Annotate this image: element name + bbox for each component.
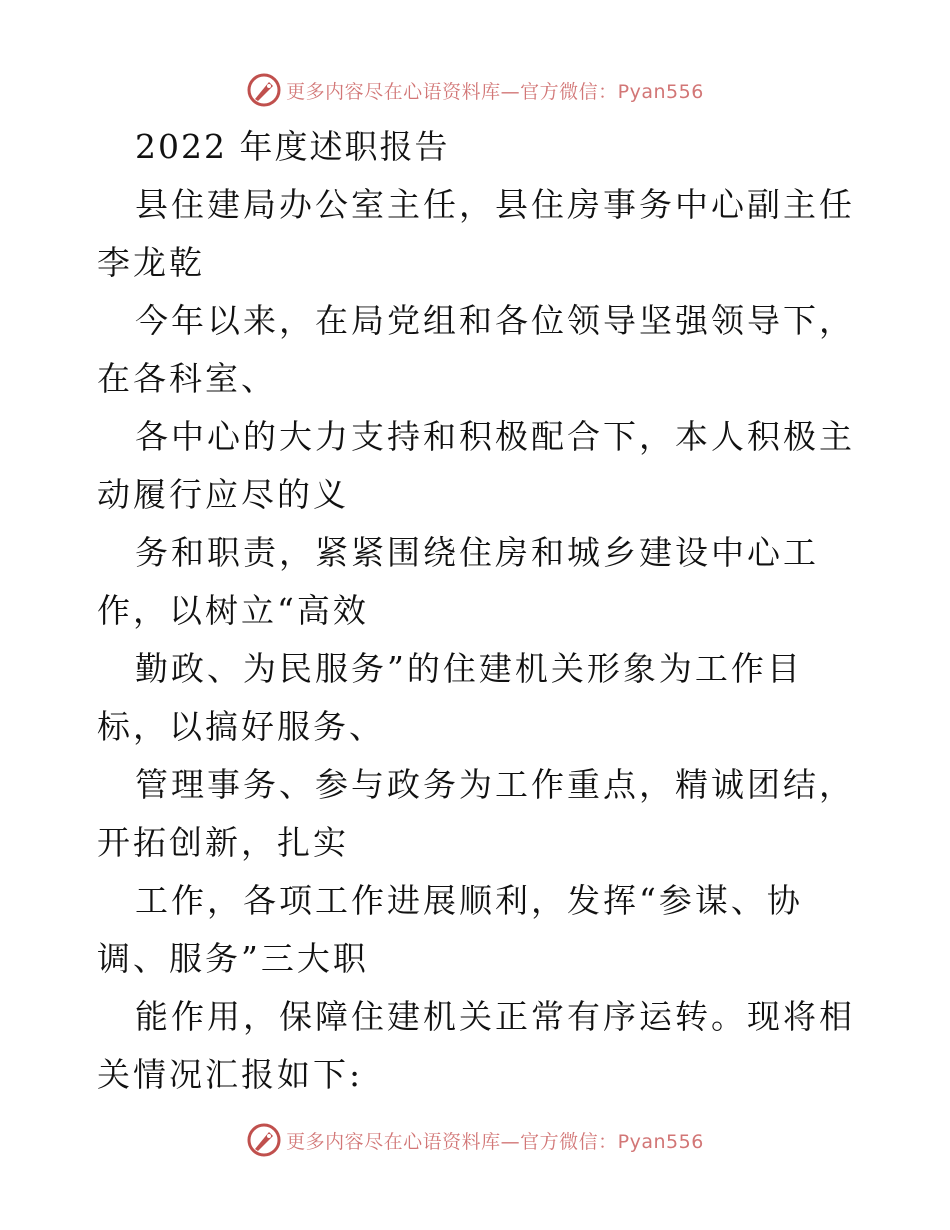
document-title: 2022 年度述职报告 bbox=[135, 127, 450, 166]
paragraph: 能作用，保障住建机关正常有序运转。现将相关情况汇报如下: bbox=[97, 997, 855, 1094]
watermark-text: 更多内容尽在心语资料库—官方微信：Pyan556 bbox=[286, 80, 704, 103]
paragraph: 工作，各项工作进展顺利，发挥“参谋、协调、服务”三大职 bbox=[97, 881, 803, 978]
pen-nib-logo-icon bbox=[246, 1122, 282, 1158]
paragraph: 务和职责，紧紧围绕住房和城乡建设中心工作，以树立“高效 bbox=[97, 533, 819, 630]
footer-watermark bbox=[0, 1120, 950, 1160]
document-body bbox=[97, 118, 857, 1104]
pen-nib-logo-icon bbox=[246, 72, 282, 108]
header-watermark bbox=[0, 70, 950, 110]
paragraph: 管理事务、参与政务为工作重点，精诚团结，开拓创新，扎实 bbox=[97, 765, 855, 862]
paragraph: 勤政、为民服务”的住建机关形象为工作目标，以搞好服务、 bbox=[97, 649, 803, 746]
paragraph: 县住建局办公室主任，县住房事务中心副主任李龙乾 bbox=[97, 185, 855, 282]
paragraph: 今年以来，在局党组和各位领导坚强领导下，在各科室、 bbox=[97, 301, 855, 398]
paragraph: 各中心的大力支持和积极配合下，本人积极主动履行应尽的义 bbox=[97, 417, 855, 514]
watermark-text: 更多内容尽在心语资料库—官方微信：Pyan556 bbox=[286, 1130, 704, 1153]
